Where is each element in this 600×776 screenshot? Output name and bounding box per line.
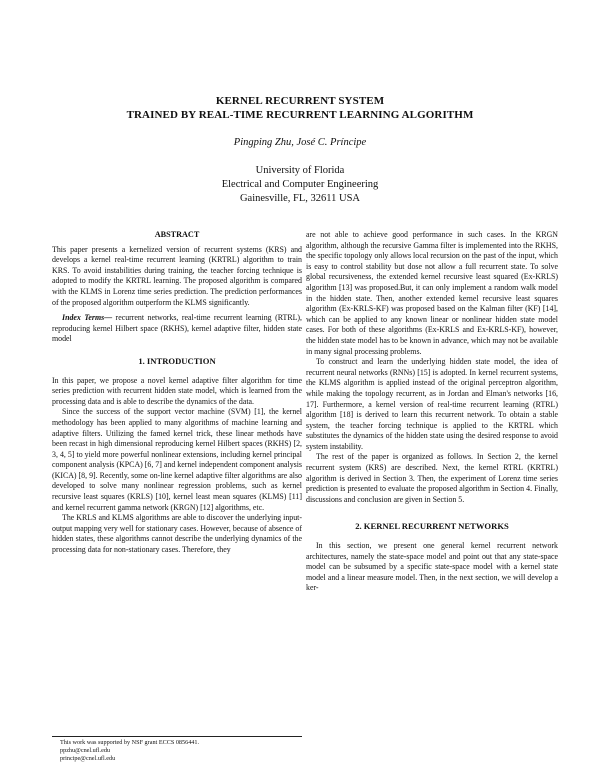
left-column <box>52 230 302 556</box>
index-terms <box>52 313 302 345</box>
affiliation-line: University of Florida <box>255 165 345 176</box>
section-2-heading: 2. KERNEL RECURRENT NETWORKS <box>355 521 509 532</box>
paragraph: The KRLS and KLMS algorithms are able to discover the underlying input-output mapping very well for stationary cases. However, because of absence of hidden states, these algorithms cannot describe the underlying dynamics of the processing data for non-stationary cases. Therefore, they <box>52 513 302 555</box>
paragraph: To construct and learn the underlying hidden state model, the idea of recurrent neural networks (RNNs) [15] is adopted. In kernel recurrent systems, the KLMS algorithm is applied instead of the original perceptron algorithm, while making the topology recurrent, as in Jordan and Elman's networks [16, 17]. Furthermore, a kernel version of real-time recurrent learning (RTRL) algorithm [18] is derived to learn this recurrent network. To obtain a stable system, the teacher forcing technique is applied to the KRTRL which substitutes the dynamics of the hidden state using the desired response to avoid system instability. <box>306 357 558 451</box>
affiliation <box>0 164 600 206</box>
paragraph: In this paper, we propose a novel kernel adaptive filter algorithm for time series prediction with recurrent hidden state model, which is learned from the processing data and is able to describe the dynamics of the data. <box>52 375 302 406</box>
footnote-funding: This work was supported by NSF grant ECCS 0856441. <box>60 739 200 746</box>
authors: Pingping Zhu, José C. Príncipe <box>233 137 367 148</box>
abstract-text: This paper presents a kernelized version of recurrent systems (KRS) and develops a kernel real-time recurrent learning (KRTRL) algorithm to train KRS. To avoid instabilities during training, the teacher forcing technique is adopted to modify the KRTRL learning. The proposed algorithm is compared with the KLMS in Lorenz time series prediction. The prediction performances of the proposed algorithm outperform the KLMS significantly. <box>52 244 302 307</box>
index-terms-text: recurrent networks, real-time recurrent learning (RTRL), reproducing kernel Hilbert space (RKHS), kernel adaptive filter, hidden state model <box>52 313 302 344</box>
affiliation-line: Electrical and Computer Engineering <box>221 179 379 190</box>
index-terms-label: Index Terms— <box>62 313 113 323</box>
affiliation-line: Gainesville, FL, 32611 USA <box>239 193 361 204</box>
paragraph: Since the success of the support vector machine (SVM) [1], the kernel methodology has been applied to many algorithms of machine learning and adaptive filters. Utilizing the famed kernel trick, these linear methods have been recast in high dimensional reproducing kernel Hilbert spaces (RKHS) [2, 3, 4, 5] to yield more powerful nonlinear extensions, including kernel principal component analysis (KPCA) [6, 7] and kernel independent component analysis (KICA) [8, 9]. Recently, some on-line kernel adaptive filter algorithms are also developed to solve many nonlinear regression problems, such as kernel recursive least squares (KRLS) [10], kernel least mean squares (KLMS) [11] and kernel recurrent gamma network (KRGN) [12] algorithms, etc. <box>52 407 302 512</box>
title-line-2: TRAINED BY REAL-TIME RECURRENT LEARNING ALGORITHM <box>126 109 474 121</box>
title-line-1: KERNEL RECURRENT SYSTEM <box>215 95 385 107</box>
section-1-heading: 1. INTRODUCTION <box>138 355 216 366</box>
footnote-email: ppzhu@cnel.ufl.edu <box>60 746 111 754</box>
paragraph: In this section, we present one general kernel recurrent network architectures, namely the state-space model and point out that any state-space model can be subsumed by a specific state-space model with a kernel state model and a linear measure model. Then, in the next section, we will develop a ker- <box>306 541 558 593</box>
abstract-heading: ABSTRACT <box>154 230 200 239</box>
paragraph: are not able to achieve good performance in such cases. In the KRGN algorithm, although the recursive Gamma filter is implemented into the RKHS, the specific topology only allows local recursion on the past of the input, which is easy to control stability but dose not allow a full recurrent state. To solve global recursiveness, the extended kernel recursive least squared (Ex-KRLS) algorithm [13] was proposed.But, it can only implement a random walk model in the hidden state. Then, another extended kernel recursive least squares algorithm (Ex-KRLS-KF) was proposed based on the Kalman filter (KF) [14], which can be applied to any known linear or nonlinear hidden state model cases. For both of these algorithms (Ex-KRLS and Ex-KRLS-KF), however, the hidden state model has to be known in advance, which may not be available in many signal processing problems. <box>306 230 558 356</box>
footnote <box>52 736 302 762</box>
paper-title <box>0 94 600 122</box>
footnote-email: principe@cnel.ufl.edu <box>60 754 116 762</box>
right-column <box>306 230 558 594</box>
paragraph: The rest of the paper is organized as follows. In Section 2, the kernel recurrent system (KRS) are described. Next, the kernel RTRL (KRTRL) algorithm is derived in Section 3. Then, the experiment of Lorenz time series prediction is presented to evaluate the proposed algorithm in Section 4. Finally, discussions and conclusion are given in Section 5. <box>306 452 558 504</box>
